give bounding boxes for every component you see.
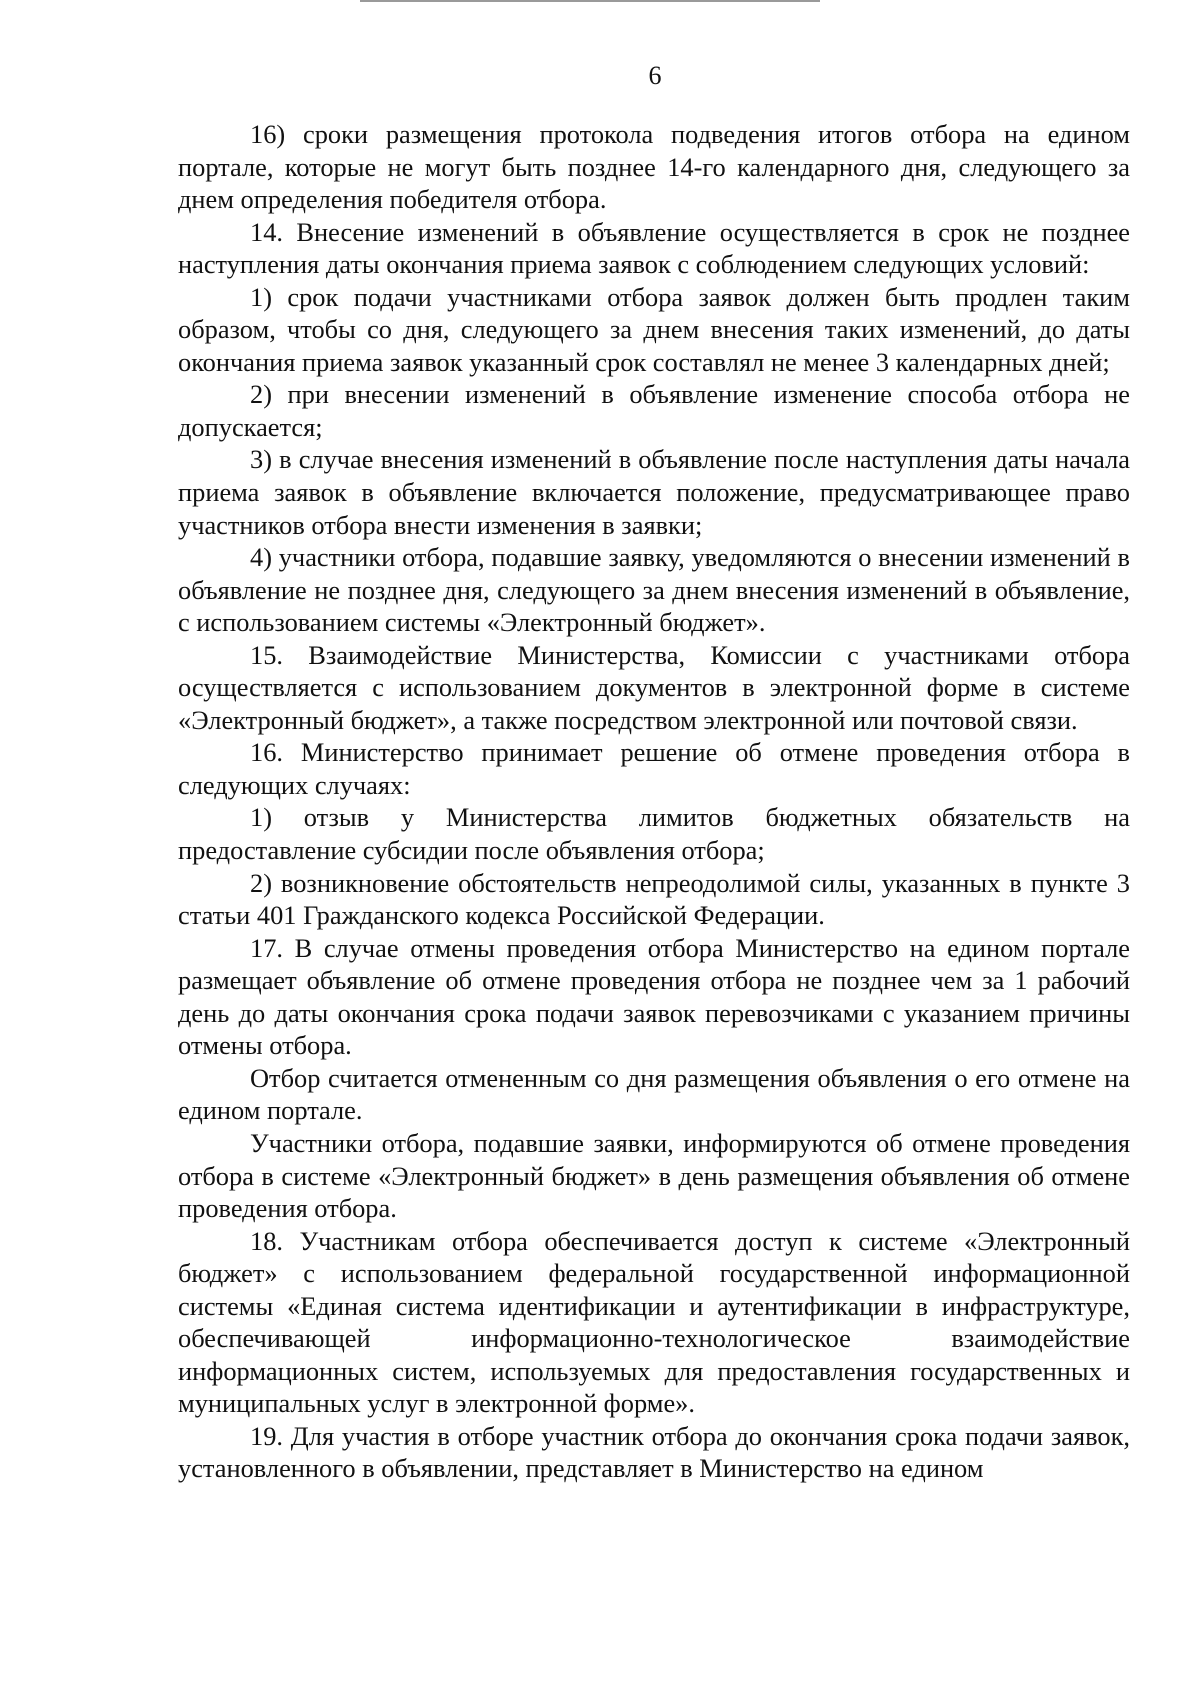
page-number: 6 <box>648 61 662 90</box>
paragraph-participants-informed: Участники отбора, подавшие заявки, информируются об отмене проведения отбора в системе «Электронный бюджет» в день размещения объявления об отмене проведения отбора. <box>178 1127 1130 1224</box>
paragraph-item-3: 3) в случае внесения изменений в объявление после наступления даты начала приема заявок в объявление включается положение, предусматривающее право участников отбора внести изменения в заявки; <box>178 444 1130 540</box>
paragraph-item-1: 1) отзыв у Министерства лимитов бюджетных обязательств на предоставление субсидии после объявления отбора; <box>178 802 1130 866</box>
paragraph-section-14: 14. Внесение изменений в объявление осуществляется в срок не позднее наступления даты окончания приема заявок с соблюдением следующих условий: <box>178 216 1130 280</box>
paragraph-item-16: 16) сроки размещения протокола подведения итогов отбора на едином портале, которые не могут быть позднее 14-го календарного дня, следующего за днем определения победителя отбора. <box>178 119 1130 215</box>
paragraph-section-15: 15. Взаимодействие Министерства, Комиссии с участниками отбора осуществляется с использованием документов в электронной форме в системе «Электронный бюджет», а также посредством электронной или почтовой связи. <box>178 639 1130 735</box>
paragraph-item-2: 2) при внесении изменений в объявление изменение способа отбора не допускается; <box>178 379 1130 442</box>
paragraph-section-19: 19. Для участия в отборе участник отбора до окончания срока подачи заявок, установленного в объявлении, представляет в Министерство на едином <box>178 1420 1130 1484</box>
paragraph-section-16: 16. Министерство принимает решение об отмене проведения отбора в следующих случаях: <box>178 737 1130 800</box>
paragraph-item-1: 1) срок подачи участниками отбора заявок должен быть продлен таким образом, чтобы со дня, следующего за днем внесения таких изменений, до даты окончания приема заявок указанный срок составлял не менее 3 календарных дней; <box>178 281 1130 377</box>
paragraph-item-2: 2) возникновение обстоятельств непреодолимой силы, указанных в пункте 3 статьи 401 Гражданского кодекса Российской Федерации. <box>178 867 1130 931</box>
scan-top-edge <box>360 0 820 2</box>
paragraph-item-4: 4) участники отбора, подавшие заявку, уведомляются о внесении изменений в объявление не позднее дня, следующего за днем внесения изменений в объявление, с использованием системы «Электронный бюджет». <box>178 542 1130 638</box>
paragraph-cancellation-effect: Отбор считается отмененным со дня размещения объявления о его отмене на едином портале. <box>178 1062 1130 1126</box>
document-body <box>178 118 1130 1485</box>
paragraph-section-18: 18. Участникам отбора обеспечивается доступ к системе «Электронный бюджет» с использованием федеральной государственной информационной системы «Единая система идентификации и аутентификации в инфраструктуре, обеспечивающей информационно-технологическое взаимодействие информационных систем, используемых для предоставления государственных и муниципальных услуг в электронной форме». <box>178 1225 1130 1419</box>
paragraph-section-17: 17. В случае отмены проведения отбора Министерство на едином портале размещает объявление об отмене проведения отбора не позднее чем за 1 рабочий день до даты окончания срока подачи заявок перевозчиками с указанием причины отмены отбора. <box>178 932 1130 1061</box>
